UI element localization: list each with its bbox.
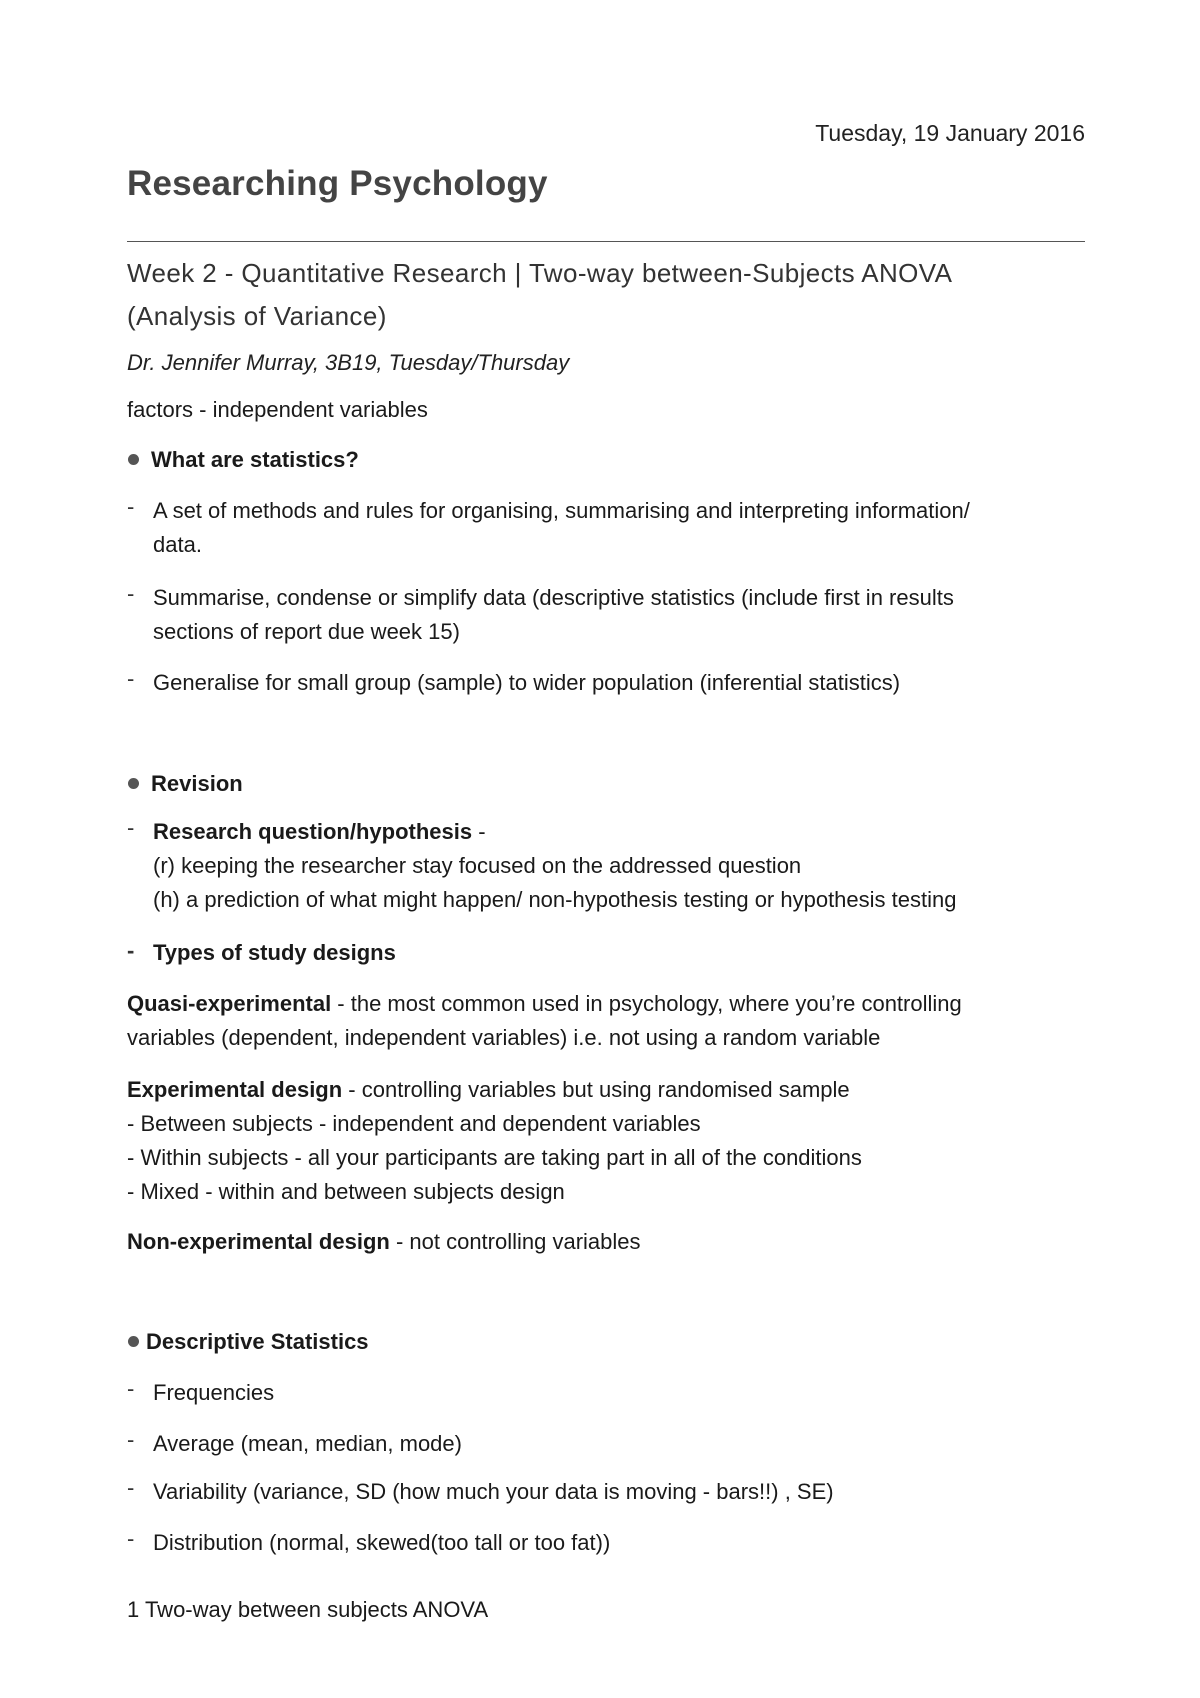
lecture-subtitle xyxy=(127,252,1085,338)
intro-note: factors - independent variables xyxy=(127,397,428,422)
experimental-design-line: - Within subjects - all your participants are taking part in all of the conditions xyxy=(127,1145,862,1170)
quasi-experimental-label: Quasi-experimental xyxy=(127,991,332,1016)
list-item-line: Average (mean, median, mode) xyxy=(153,1431,462,1456)
experimental-design-label: Experimental design xyxy=(127,1077,343,1102)
experimental-design-text: - controlling variables but using randomised sample xyxy=(342,1077,850,1102)
list-item-line: Frequencies xyxy=(153,1380,275,1405)
list-item-line: data. xyxy=(153,532,202,557)
dash-icon: - xyxy=(127,1376,135,1401)
section-heading-label: What are statistics? xyxy=(151,447,359,472)
lecturer-info: Dr. Jennifer Murray, 3B19, Tuesday/Thursday xyxy=(127,350,570,375)
section-heading-label: Revision xyxy=(151,771,243,796)
non-experimental-paragraph xyxy=(127,1225,1085,1259)
dash-icon: - xyxy=(127,666,135,691)
bullet-icon xyxy=(128,1336,139,1347)
list-item xyxy=(127,936,1085,970)
dash-icon: - xyxy=(127,1475,135,1500)
dash-icon: - xyxy=(127,1526,135,1551)
list-item xyxy=(127,815,1085,917)
quasi-experimental-text: - the most common used in psychology, where you’re controlling xyxy=(331,991,962,1016)
bullet-icon xyxy=(128,454,139,465)
dash-icon: - xyxy=(127,815,135,840)
list-item xyxy=(127,666,1085,700)
section-heading-statistics xyxy=(127,443,359,477)
document-date: Tuesday, 19 January 2016 xyxy=(815,120,1085,146)
list-item xyxy=(127,494,1085,562)
quasi-experimental-paragraph xyxy=(127,987,1085,1055)
dash-icon: - xyxy=(127,494,135,519)
list-item-line: Generalise for small group (sample) to wider population (inferential statistics) xyxy=(153,670,901,695)
section-heading-label: Descriptive Statistics xyxy=(146,1329,369,1354)
bullet-icon xyxy=(128,778,139,789)
subtitle-line-2: (Analysis of Variance) xyxy=(127,301,387,331)
list-item xyxy=(127,1427,1085,1461)
list-item-line: sections of report due week 15) xyxy=(153,619,460,644)
section-heading-revision xyxy=(127,767,243,801)
document-title: Researching Psychology xyxy=(127,164,548,203)
non-experimental-label: Non-experimental design xyxy=(127,1229,390,1254)
list-item xyxy=(127,1376,1085,1410)
page-footer: 1 Two-way between subjects ANOVA xyxy=(127,1597,489,1622)
quasi-experimental-text-2: variables (dependent, independent variables) i.e. not using a random variable xyxy=(127,1025,881,1050)
list-item-line: Summarise, condense or simplify data (descriptive statistics (include first in results xyxy=(153,585,954,610)
list-item-line xyxy=(153,815,1085,849)
list-item-line: A set of methods and rules for organising, summarising and interpreting information/ xyxy=(153,498,970,523)
list-item xyxy=(127,1475,1085,1509)
experimental-design-line: - Mixed - within and between subjects design xyxy=(127,1179,565,1204)
experimental-design-paragraph xyxy=(127,1073,1085,1209)
dash-icon: - xyxy=(127,1427,135,1452)
list-item-line: Variability (variance, SD (how much your data is moving - bars!!) , SE) xyxy=(153,1479,834,1504)
list-item xyxy=(127,1526,1085,1560)
list-item xyxy=(127,581,1085,649)
experimental-design-line: - Between subjects - independent and dependent variables xyxy=(127,1111,701,1136)
list-item-line: Distribution (normal, skewed(too tall or too fat)) xyxy=(153,1530,611,1555)
subtitle-line-1: Week 2 - Quantitative Research | Two-way between-Subjects ANOVA xyxy=(127,258,953,288)
research-question-label: Research question/hypothesis xyxy=(153,819,473,844)
section-heading-descriptive xyxy=(127,1325,369,1359)
title-divider xyxy=(127,241,1085,242)
document-page xyxy=(127,0,1085,1698)
research-question-suffix: - xyxy=(472,819,486,844)
list-item-line: (h) a prediction of what might happen/ non-hypothesis testing or hypothesis testing xyxy=(153,887,957,912)
dash-icon: - xyxy=(127,581,135,606)
non-experimental-text: - not controlling variables xyxy=(389,1229,641,1254)
list-item-line: (r) keeping the researcher stay focused on the addressed question xyxy=(153,853,802,878)
dash-icon: - xyxy=(127,938,135,963)
study-designs-label: Types of study designs xyxy=(153,940,396,965)
